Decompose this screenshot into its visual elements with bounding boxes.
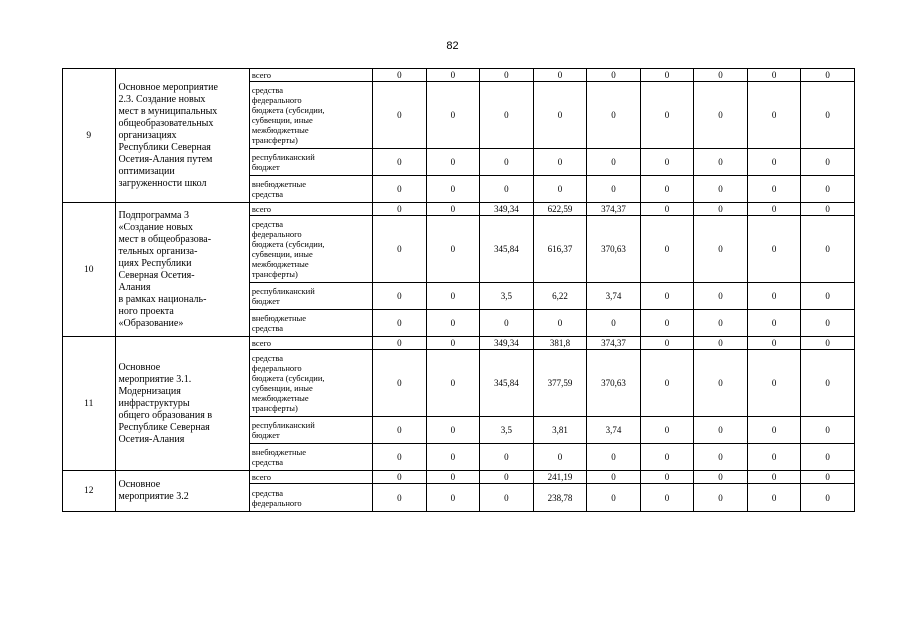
value-cell: 0 bbox=[747, 176, 801, 203]
value-cell: 0 bbox=[426, 82, 480, 149]
value-cell: 0 bbox=[747, 350, 801, 417]
value-cell: 0 bbox=[426, 310, 480, 337]
page-number: 82 bbox=[446, 40, 459, 52]
value-cell: 345,84 bbox=[480, 350, 534, 417]
value-cell: 0 bbox=[801, 149, 855, 176]
value-cell: 0 bbox=[801, 484, 855, 512]
value-cell: 0 bbox=[640, 350, 694, 417]
value-cell: 0 bbox=[373, 471, 427, 484]
value-cell: 0 bbox=[747, 444, 801, 471]
value-cell: 381,8 bbox=[533, 337, 587, 350]
value-cell: 0 bbox=[480, 471, 534, 484]
value-cell: 0 bbox=[747, 82, 801, 149]
value-cell: 0 bbox=[480, 444, 534, 471]
value-cell: 0 bbox=[747, 216, 801, 283]
value-cell: 0 bbox=[426, 417, 480, 444]
value-cell: 0 bbox=[480, 484, 534, 512]
value-cell: 349,34 bbox=[480, 203, 534, 216]
value-cell: 0 bbox=[747, 417, 801, 444]
value-cell: 3,5 bbox=[480, 417, 534, 444]
value-cell: 374,37 bbox=[587, 203, 641, 216]
row-number-cell: 11 bbox=[63, 337, 116, 471]
value-cell: 0 bbox=[694, 310, 748, 337]
value-cell: 0 bbox=[801, 417, 855, 444]
value-cell: 0 bbox=[426, 444, 480, 471]
row-number-cell: 9 bbox=[63, 69, 116, 203]
value-cell: 616,37 bbox=[533, 216, 587, 283]
value-cell: 3,5 bbox=[480, 283, 534, 310]
value-cell: 349,34 bbox=[480, 337, 534, 350]
value-cell: 0 bbox=[801, 444, 855, 471]
value-cell: 0 bbox=[640, 203, 694, 216]
value-cell: 0 bbox=[694, 471, 748, 484]
value-cell: 0 bbox=[640, 337, 694, 350]
value-cell: 0 bbox=[640, 82, 694, 149]
value-cell: 0 bbox=[640, 471, 694, 484]
value-cell: 0 bbox=[694, 283, 748, 310]
value-cell: 0 bbox=[533, 149, 587, 176]
value-cell: 0 bbox=[747, 484, 801, 512]
value-cell: 0 bbox=[694, 216, 748, 283]
value-cell: 3,74 bbox=[587, 283, 641, 310]
value-cell: 0 bbox=[373, 149, 427, 176]
value-cell: 370,63 bbox=[587, 350, 641, 417]
value-cell: 0 bbox=[480, 82, 534, 149]
value-cell: 0 bbox=[426, 471, 480, 484]
value-cell: 0 bbox=[801, 69, 855, 82]
funding-source-cell: внебюджетные средства bbox=[249, 176, 372, 203]
value-cell: 0 bbox=[747, 337, 801, 350]
value-cell: 0 bbox=[747, 69, 801, 82]
value-cell: 370,63 bbox=[587, 216, 641, 283]
value-cell: 0 bbox=[640, 417, 694, 444]
row-number-cell: 12 bbox=[63, 471, 116, 512]
table-row bbox=[63, 471, 855, 484]
value-cell: 0 bbox=[426, 176, 480, 203]
value-cell: 3,81 bbox=[533, 417, 587, 444]
funding-source-cell: средства федерального бюджета (субсидии, субвенции, иные межбюджетные трансферты) bbox=[249, 82, 372, 149]
funding-source-cell: средства федерального bbox=[249, 484, 372, 512]
value-cell: 622,59 bbox=[533, 203, 587, 216]
value-cell: 0 bbox=[373, 444, 427, 471]
value-cell: 0 bbox=[373, 82, 427, 149]
funding-source-cell: внебюджетные средства bbox=[249, 310, 372, 337]
funding-source-cell: средства федерального бюджета (субсидии, субвенции, иные межбюджетные трансферты) bbox=[249, 216, 372, 283]
value-cell: 0 bbox=[587, 484, 641, 512]
funding-source-cell: республиканский бюджет bbox=[249, 149, 372, 176]
table-row bbox=[63, 69, 855, 82]
value-cell: 0 bbox=[480, 69, 534, 82]
value-cell: 0 bbox=[801, 471, 855, 484]
value-cell: 0 bbox=[373, 176, 427, 203]
value-cell: 0 bbox=[694, 484, 748, 512]
value-cell: 0 bbox=[694, 82, 748, 149]
funding-source-cell: республиканский бюджет bbox=[249, 417, 372, 444]
value-cell: 0 bbox=[801, 283, 855, 310]
value-cell: 238,78 bbox=[533, 484, 587, 512]
activity-name-cell: Подпрограмма 3 «Создание новых мест в общеобразова- тельных организа- циях Республики Северная Осетия- Алания в рамках националь- ного проекта «Образование» bbox=[115, 203, 249, 337]
value-cell: 0 bbox=[640, 444, 694, 471]
value-cell: 0 bbox=[747, 283, 801, 310]
value-cell: 0 bbox=[801, 176, 855, 203]
funding-source-cell: всего bbox=[249, 471, 372, 484]
value-cell: 0 bbox=[373, 283, 427, 310]
value-cell: 3,74 bbox=[587, 417, 641, 444]
value-cell: 0 bbox=[801, 337, 855, 350]
value-cell: 0 bbox=[426, 484, 480, 512]
budget-table bbox=[62, 68, 855, 512]
value-cell: 0 bbox=[640, 149, 694, 176]
value-cell: 374,37 bbox=[587, 337, 641, 350]
value-cell: 0 bbox=[533, 176, 587, 203]
value-cell: 0 bbox=[801, 350, 855, 417]
funding-source-cell: средства федерального бюджета (субсидии, субвенции, иные межбюджетные трансферты) bbox=[249, 350, 372, 417]
value-cell: 0 bbox=[587, 444, 641, 471]
value-cell: 0 bbox=[640, 484, 694, 512]
value-cell: 377,59 bbox=[533, 350, 587, 417]
row-number-cell: 10 bbox=[63, 203, 116, 337]
value-cell: 0 bbox=[587, 176, 641, 203]
activity-name-cell: Основное мероприятие 2.3. Создание новых мест в муниципальных общеобразовательных организациях Республики Северная Осетия-Алания путем оптимизации загруженности школ bbox=[115, 69, 249, 203]
value-cell: 0 bbox=[747, 203, 801, 216]
value-cell: 0 bbox=[694, 176, 748, 203]
value-cell: 0 bbox=[747, 471, 801, 484]
value-cell: 6,22 bbox=[533, 283, 587, 310]
value-cell: 0 bbox=[426, 149, 480, 176]
table-row bbox=[63, 203, 855, 216]
value-cell: 0 bbox=[373, 350, 427, 417]
value-cell: 0 bbox=[694, 417, 748, 444]
value-cell: 0 bbox=[533, 444, 587, 471]
value-cell: 0 bbox=[373, 216, 427, 283]
value-cell: 0 bbox=[587, 82, 641, 149]
value-cell: 0 bbox=[480, 176, 534, 203]
value-cell: 345,84 bbox=[480, 216, 534, 283]
value-cell: 0 bbox=[426, 69, 480, 82]
funding-source-cell: республиканский бюджет bbox=[249, 283, 372, 310]
value-cell: 0 bbox=[373, 203, 427, 216]
value-cell: 0 bbox=[426, 283, 480, 310]
value-cell: 0 bbox=[801, 203, 855, 216]
funding-source-cell: всего bbox=[249, 337, 372, 350]
activity-name-cell: Основное мероприятие 3.2 bbox=[115, 471, 249, 512]
value-cell: 0 bbox=[533, 69, 587, 82]
value-cell: 0 bbox=[640, 310, 694, 337]
table-row bbox=[63, 337, 855, 350]
funding-source-cell: внебюджетные средства bbox=[249, 444, 372, 471]
value-cell: 0 bbox=[694, 337, 748, 350]
value-cell: 0 bbox=[533, 310, 587, 337]
value-cell: 0 bbox=[426, 337, 480, 350]
value-cell: 0 bbox=[801, 216, 855, 283]
value-cell: 0 bbox=[694, 444, 748, 471]
value-cell: 0 bbox=[373, 69, 427, 82]
value-cell: 0 bbox=[587, 149, 641, 176]
value-cell: 0 bbox=[587, 471, 641, 484]
value-cell: 0 bbox=[373, 310, 427, 337]
funding-source-cell: всего bbox=[249, 69, 372, 82]
funding-source-cell: всего bbox=[249, 203, 372, 216]
value-cell: 0 bbox=[640, 176, 694, 203]
value-cell: 0 bbox=[426, 203, 480, 216]
value-cell: 0 bbox=[373, 417, 427, 444]
value-cell: 0 bbox=[373, 484, 427, 512]
value-cell: 0 bbox=[801, 82, 855, 149]
value-cell: 241,19 bbox=[533, 471, 587, 484]
value-cell: 0 bbox=[640, 216, 694, 283]
value-cell: 0 bbox=[747, 149, 801, 176]
value-cell: 0 bbox=[587, 310, 641, 337]
activity-name-cell: Основное мероприятие 3.1. Модернизация инфраструктуры общего образования в Республике Северная Осетия-Алания bbox=[115, 337, 249, 471]
value-cell: 0 bbox=[694, 69, 748, 82]
value-cell: 0 bbox=[640, 283, 694, 310]
value-cell: 0 bbox=[587, 69, 641, 82]
value-cell: 0 bbox=[640, 69, 694, 82]
value-cell: 0 bbox=[480, 149, 534, 176]
value-cell: 0 bbox=[426, 216, 480, 283]
value-cell: 0 bbox=[480, 310, 534, 337]
value-cell: 0 bbox=[694, 203, 748, 216]
value-cell: 0 bbox=[533, 82, 587, 149]
value-cell: 0 bbox=[801, 310, 855, 337]
value-cell: 0 bbox=[694, 350, 748, 417]
value-cell: 0 bbox=[694, 149, 748, 176]
value-cell: 0 bbox=[426, 350, 480, 417]
value-cell: 0 bbox=[747, 310, 801, 337]
value-cell: 0 bbox=[373, 337, 427, 350]
